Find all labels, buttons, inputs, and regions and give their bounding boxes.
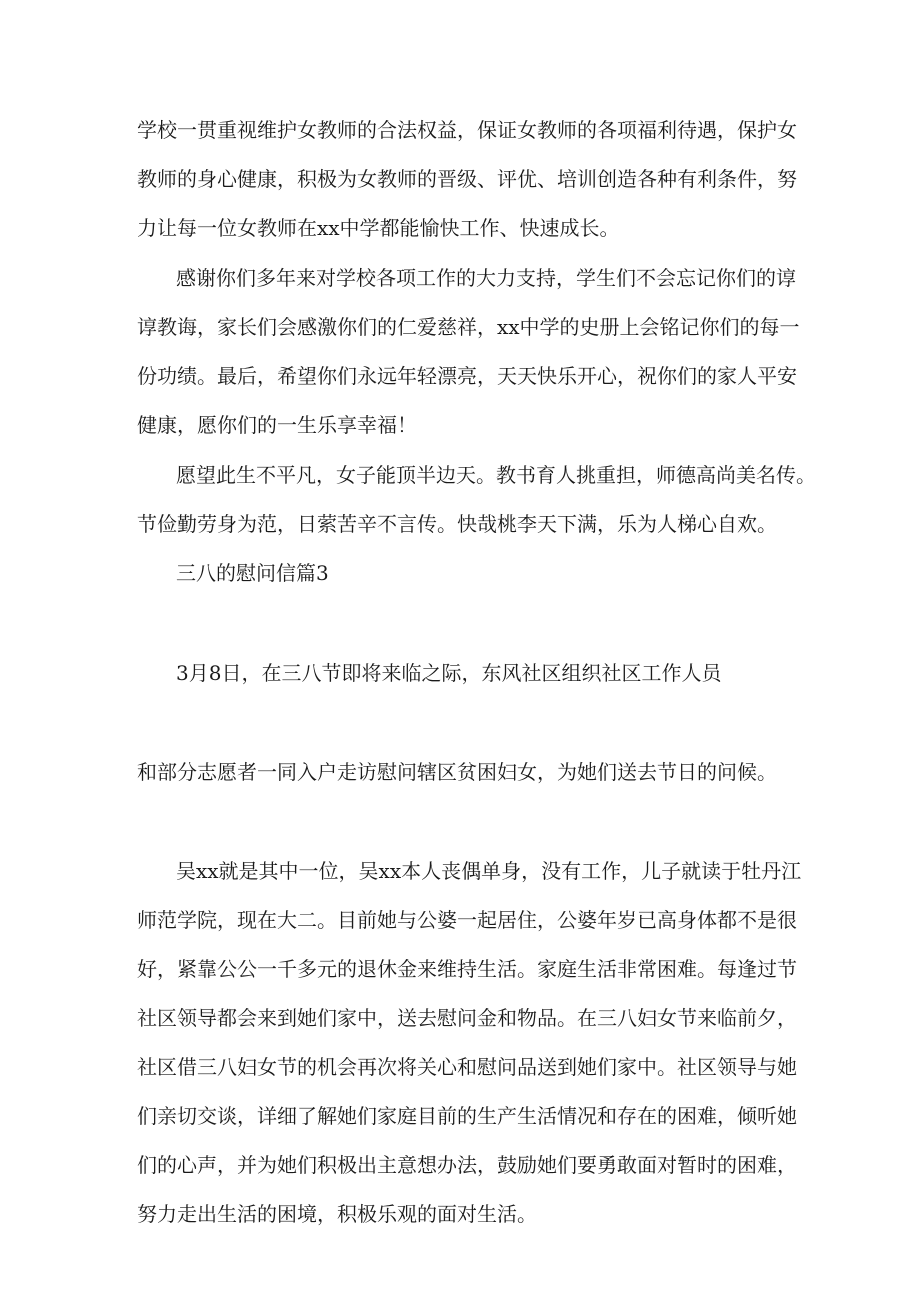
paragraph-1-line-1: 学校一贯重视维护女教师的合法权益，保证女教师的各项福利待遇，保护女 — [137, 118, 797, 142]
paragraph-6-line-7: 们的心声，并为她们积极出主意想办法，鼓励她们要勇敢面对暂时的困难， — [137, 1153, 797, 1177]
paragraph-2-line-2: 谆教诲，家长们会感激你们的仁爱慈祥，xx中学的史册上会铭记你们的每一 — [137, 315, 800, 339]
paragraph-1-line-2: 教师的身心健康，积极为女教师的晋级、评优、培训创造各种有利条件，努 — [137, 167, 797, 191]
poem-line-2: 节俭勤劳身为范，日萦苦辛不言传。快哉桃李天下满，乐为人梯心自欢。 — [137, 512, 777, 536]
paragraph-6-line-3: 好，紧靠公公一千多元的退休金来维持生活。家庭生活非常困难。每逢过节 — [137, 957, 797, 981]
section-heading: 三八的慰问信篇3 — [176, 561, 329, 585]
paragraph-6-line-1: 吴xx就是其中一位，吴xx本人丧偶单身，没有工作，儿子就读于牡丹江 — [176, 859, 802, 883]
poem-line-1: 愿望此生不平凡，女子能顶半边天。教书育人挑重担，师德高尚美名传。 — [176, 463, 816, 487]
paragraph-6-line-8: 努力走出生活的困境，积极乐观的面对生活。 — [137, 1202, 537, 1226]
paragraph-4-line-1: 3月8日，在三八节即将来临之际，东风社区组织社区工作人员 — [176, 661, 722, 685]
paragraph-2-line-1: 感谢你们多年来对学校各项工作的大力支持，学生们不会忘记你们的谆 — [176, 266, 796, 290]
paragraph-6-line-4: 社区领导都会来到她们家中，送去慰问金和物品。在三八妇女节来临前夕， — [137, 1006, 797, 1030]
paragraph-6-line-2: 师范学院，现在大二。目前她与公婆一起居住，公婆年岁已高身体都不是很 — [137, 908, 797, 932]
paragraph-1-line-3: 力让每一位女教师在xx中学都能愉快工作、快速成长。 — [137, 216, 620, 240]
paragraph-6-line-6: 们亲切交谈，详细了解她们家庭目前的生产生活情况和存在的困难，倾听她 — [137, 1104, 797, 1128]
paragraph-5-line-1: 和部分志愿者一同入户走访慰问辖区贫困妇女，为她们送去节日的问候。 — [137, 760, 777, 784]
paragraph-2-line-4: 健康，愿你们的一生乐享幸福！ — [137, 413, 417, 437]
paragraph-6-line-5: 社区借三八妇女节的机会再次将关心和慰问品送到她们家中。社区领导与她 — [137, 1055, 797, 1079]
paragraph-2-line-3: 份功绩。最后，希望你们永远年轻漂亮，天天快乐开心，祝你们的家人平安 — [137, 364, 797, 388]
